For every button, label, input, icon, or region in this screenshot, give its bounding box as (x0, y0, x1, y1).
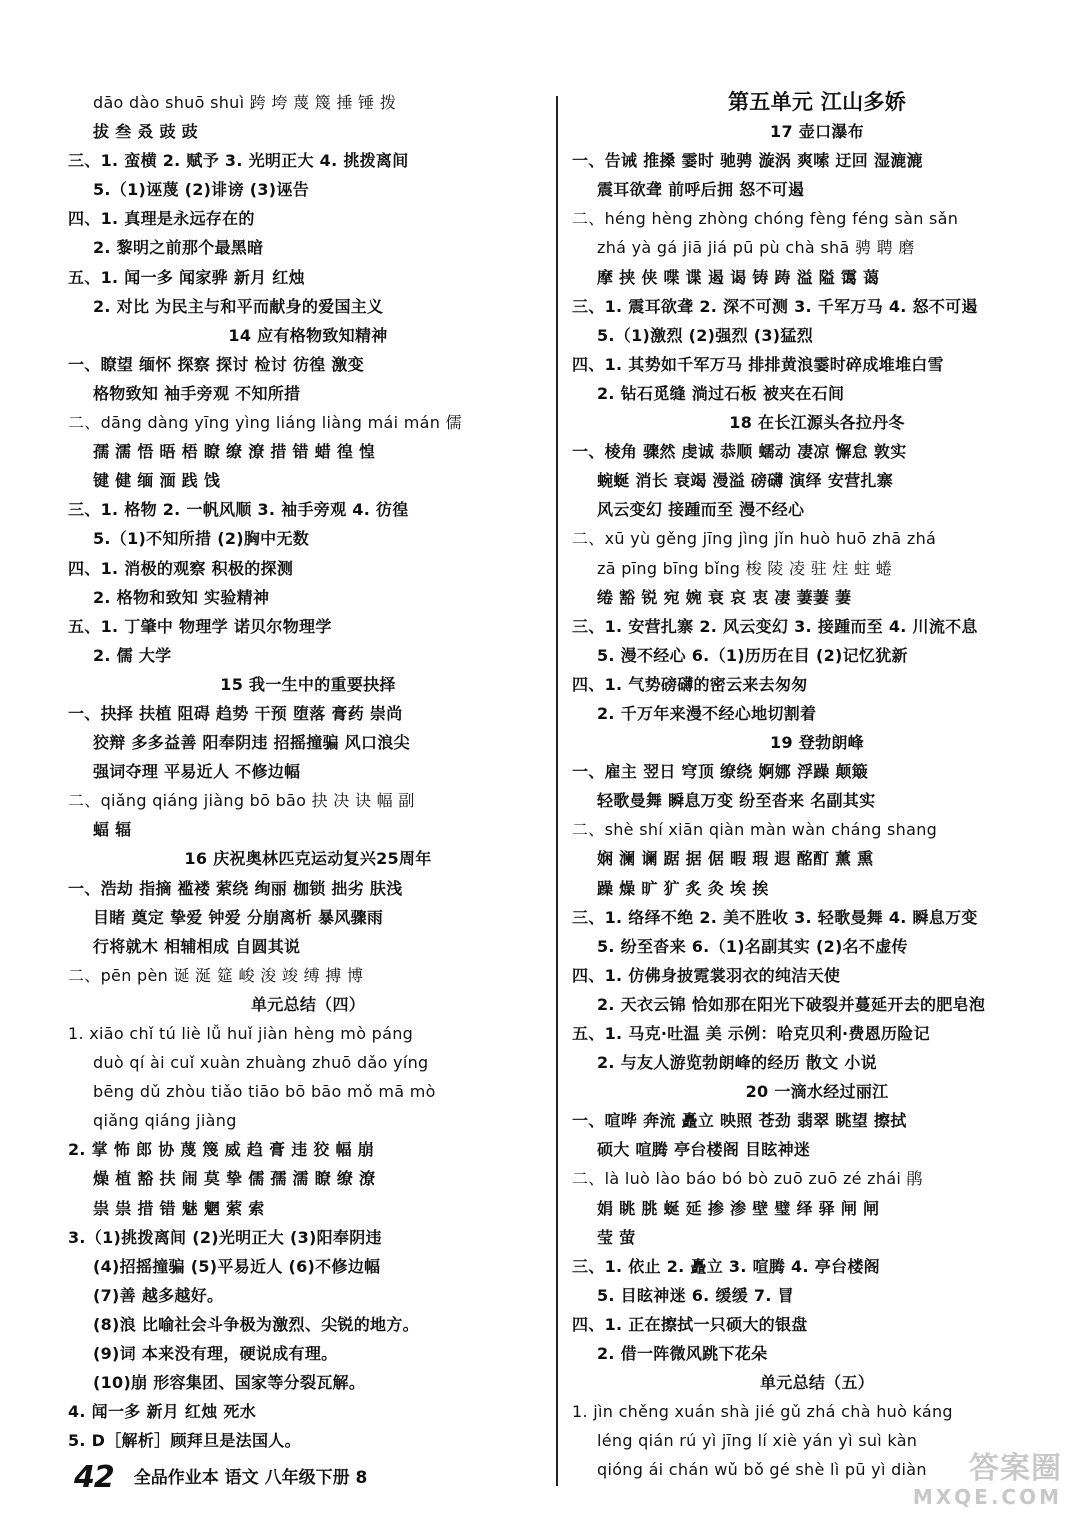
answer-line: 一、浩劫 指摘 褴褛 萦绕 绚丽 枷锁 拙劣 肤浅 (68, 878, 403, 898)
answer-line: 四、1. 正在擦拭一只硕大的银盘 (572, 1314, 808, 1334)
answer-line: 2. 格物和致知 实验精神 (93, 587, 270, 607)
answer-line: (10)崩 形容集团、国家等分裂瓦解。 (93, 1373, 366, 1393)
left-column (68, 88, 548, 1455)
answer-line: 行将就木 相辅相成 自圆其说 (93, 936, 301, 956)
answer-line: 2. 借一阵微风跳下花朵 (597, 1344, 768, 1364)
answer-line: 二、shè shí xiān qiàn màn wàn cháng shang (572, 820, 938, 840)
answer-line: 1. jìn chěng xuán shà jié gǔ zhá chà huò káng (572, 1402, 953, 1422)
section-heading: 18 在长江源头各拉丹冬 (729, 413, 905, 433)
answer-line: 格物致知 袖手旁观 不知所措 (93, 383, 301, 403)
answer-line: 蝠 辐 (93, 820, 132, 840)
answer-line: (4)招摇撞骗 (5)平易近人 (6)不修边幅 (93, 1256, 381, 1276)
answer-line: 1. xiāo chǐ tú liè lǚ huǐ jiàn hèng mò páng (68, 1024, 414, 1043)
answer-line: 躁 燥 旷 犷 炙 灸 埃 挨 (597, 878, 769, 898)
answer-line: (7)善 越多越好。 (93, 1285, 224, 1305)
answer-line: 一、瞭望 缅怀 探察 探讨 检讨 彷徨 激变 (68, 354, 365, 374)
answer-line: 2. 儒 大学 (93, 645, 172, 665)
answer-line: 娟 眺 朓 蜒 延 掺 渗 壁 璧 绎 驿 闸 闸 (597, 1198, 880, 1218)
watermark-url: MXQE.COM (912, 1485, 1062, 1509)
answer-line: 拔 叁 叒 豉 豉 (93, 122, 198, 142)
answer-line: 二、héng hèng zhòng chóng fèng féng sàn sǎn (572, 209, 959, 229)
answer-line: 2. 对比 为民主与和平而献身的爱国主义 (93, 296, 384, 316)
answer-line: 摩 挟 侠 喋 谍 遏 谒 铸 踌 溢 隘 霭 蔼 (597, 267, 880, 287)
answer-line: 莹 萤 (597, 1227, 636, 1247)
answer-line: 绻 豁 锐 宛 婉 衰 哀 衷 凄 萋萋 萋 (597, 587, 852, 607)
answer-line: 四、1. 真理是永远存在的 (68, 209, 255, 229)
answer-line: 二、qiǎng qiáng jiàng bō bāo 抉 决 诀 幅 副 (68, 791, 415, 811)
answer-line: 燥 植 豁 扶 闹 莫 挚 儒 孺 濡 瞭 缭 潦 (93, 1169, 376, 1189)
answer-line: 三、1. 安营扎寨 2. 风云变幻 3. 接踵而至 4. 川流不息 (572, 616, 978, 636)
answer-line: zhá yà gá jiā jiá pū pù chà shā 骋 聘 磨 (597, 238, 915, 258)
answer-line: bēng dǔ zhòu tiǎo tiāo bō bāo mǒ mā mò (93, 1082, 436, 1102)
answer-line: 2. 掌 怖 郎 协 蔑 篾 威 趋 膏 违 狡 幅 崩 (68, 1140, 375, 1160)
answer-line: (8)浪 比喻社会斗争极为激烈、尖锐的地方。 (93, 1314, 419, 1334)
answer-line: 一、告诫 推搡 霎时 驰骋 漩涡 爽嗦 迂回 湿漉漉 (572, 151, 923, 171)
answer-line: 五、1. 马克·吐温 美 示例：哈克贝利·费恩历险记 (572, 1024, 930, 1043)
answer-line: zā pīng bīng bǐng 梭 陵 凌 驻 炷 蛀 蜷 (597, 558, 893, 578)
answer-line: 三、1. 络绎不绝 2. 美不胜收 3. 轻歌曼舞 4. 瞬息万变 (572, 907, 978, 927)
answer-line: 狡辩 多多益善 阳奉阴违 招摇撞骗 风口浪尖 (93, 733, 410, 753)
answer-line: 二、xū yù gěng jīng jìng jǐn huò huō zhā zhá (572, 529, 937, 549)
answer-line: 二、pēn pèn 诞 涎 筵 峻 浚 竣 缚 搏 博 (68, 965, 364, 985)
section-heading: 单元总结（四） (250, 994, 366, 1014)
answer-line: (9)词 本来没有理，硬说成有理。 (93, 1344, 338, 1364)
answer-line: qiǎng qiáng jiàng (93, 1111, 237, 1131)
answer-line: 5.（1)不知所措 (2)胸中无数 (93, 529, 310, 549)
answer-line: dāo dào shuō shuì 跨 垮 蔑 篾 捶 锤 拨 (93, 93, 397, 112)
right-column (572, 88, 1062, 1485)
answer-line: 四、1. 消极的观察 积极的探测 (68, 558, 294, 578)
section-heading: 16 庆祝奥林匹克运动复兴25周年 (184, 849, 432, 869)
page-number: 42 (74, 1460, 114, 1495)
answer-line: 三、1. 蛮横 2. 赋予 3. 光明正大 4. 挑拨离间 (68, 151, 409, 171)
book-title: 全品作业本 语文 八年级下册 8 (133, 1468, 368, 1488)
answer-line: 四、1. 其势如千军万马 排排黄浪霎时碎成堆堆白雪 (572, 354, 944, 374)
answer-line: 目睹 奠定 挚爱 钟爱 分崩离析 暴风骤雨 (93, 907, 384, 927)
answer-line: 五、1. 丁肇中 物理学 诺贝尔物理学 (68, 616, 332, 636)
answer-line: 2. 钻石觅缝 淌过石板 被夹在石间 (597, 383, 845, 403)
answer-line: 三、1. 格物 2. 一帆风顺 3. 袖手旁观 4. 彷徨 (68, 500, 409, 520)
answer-line: 一、抉择 扶植 阻碍 趋势 干预 堕落 膏药 崇尚 (68, 703, 403, 723)
answer-line: 蜿蜒 消长 衰竭 漫溢 磅礴 演绎 安营扎寨 (597, 471, 894, 491)
answer-line: 5. 漫不经心 6.（1)历历在目 (2)记忆犹新 (597, 645, 908, 665)
answer-line: 3.（1)挑拨离间 (2)光明正大 (3)阳奉阴违 (68, 1227, 382, 1247)
answer-line: 5.（1)激烈 (2)强烈 (3)猛烈 (597, 325, 814, 345)
answer-line: 键 健 缅 湎 践 饯 (93, 471, 221, 491)
answer-line: 4. 闻一多 新月 红烛 死水 (68, 1402, 256, 1422)
answer-line: 二、là luò lào báo bó bò zuō zuō zé zhái 鹃 (572, 1169, 923, 1189)
answer-line: 四、1. 气势磅礴的密云来去匆匆 (572, 674, 808, 694)
answer-line: 祟 祟 措 错 魅 魍 萦 索 (93, 1198, 265, 1218)
answer-line: 2. 千万年来漫不经心地切割着 (597, 703, 817, 723)
answer-line: 轻歌曼舞 瞬息万变 纷至沓来 名副其实 (597, 791, 876, 811)
answer-line: 一、雇主 翌日 穹顶 缭绕 婀娜 浮躁 颠簸 (572, 762, 869, 782)
answer-line: 一、棱角 骤然 虔诚 恭顺 蠕动 凄凉 懈怠 敦实 (572, 442, 907, 462)
answer-line: 2. 与友人游览勃朗峰的经历 散文 小说 (597, 1053, 877, 1073)
watermark (913, 1452, 1062, 1508)
answer-line: 一、喧哗 奔流 矗立 映照 苍劲 翡翠 眺望 擦拭 (572, 1111, 907, 1131)
answer-line: 硕大 喧腾 亭台楼阁 目眩神迷 (597, 1140, 811, 1160)
section-heading: 14 应有格物致知精神 (228, 325, 388, 345)
column-divider (556, 96, 558, 1486)
section-heading: 20 一滴水经过丽江 (745, 1082, 889, 1102)
answer-line: 2. 黎明之前那个最黑暗 (93, 238, 264, 258)
answer-line: duò qí ài cuǐ xuàn zhuàng zhuō dǎo yíng (93, 1053, 429, 1073)
answer-line: 孺 濡 悟 晤 梧 瞭 缭 潦 措 错 蜡 徨 惶 (93, 442, 376, 462)
answer-line: 四、1. 仿佛身披霓裳羽衣的纯洁天使 (572, 965, 841, 985)
answer-line: léng qián rú yì jīng lí xiè yán yì suì kàn (597, 1431, 918, 1451)
answer-line: 二、dāng dàng yīng yìng liáng liàng mái mán 儒 (68, 413, 462, 433)
answer-line: 震耳欲聋 前呼后拥 怒不可遏 (597, 180, 805, 200)
answer-line: 风云变幻 接踵而至 漫不经心 (597, 500, 805, 520)
section-heading: 单元总结（五） (759, 1373, 875, 1393)
answer-line: 5. 纷至沓来 6.（1)名副其实 (2)名不虚传 (597, 936, 908, 956)
section-heading: 第五单元 江山多娇 (727, 90, 906, 114)
answer-line: 5. D［解析］顾拜旦是法国人。 (68, 1431, 301, 1451)
answer-line: 强词夺理 平易近人 不修边幅 (93, 762, 301, 782)
answer-line: 2. 天衣云锦 恰如那在阳光下破裂并蔓延开去的肥皂泡 (597, 994, 986, 1014)
answer-line: 三、1. 依止 2. 矗立 3. 喧腾 4. 亭台楼阁 (572, 1256, 880, 1276)
answer-line: 娴 澜 谰 踞 据 倨 暇 瑕 遐 酩酊 薰 熏 (597, 849, 874, 869)
answer-line: 三、1. 震耳欲聋 2. 深不可测 3. 千军万马 4. 怒不可遏 (572, 296, 978, 316)
watermark-logo: 答案圈 (969, 1451, 1062, 1486)
answer-line: 5. 目眩神迷 6. 缓缓 7. 冒 (597, 1285, 794, 1305)
answer-line: qióng ái chán wǔ bǒ gé shè lì pū yì diàn (597, 1460, 927, 1480)
answer-line: 5.（1)诬蔑 (2)诽谤 (3)诬告 (93, 180, 310, 200)
section-heading: 17 壶口瀑布 (770, 122, 864, 142)
page-footer (74, 1458, 367, 1498)
answer-line: 五、1. 闻一多 闻家骅 新月 红烛 (68, 267, 305, 287)
section-heading: 15 我一生中的重要抉择 (220, 674, 396, 694)
section-heading: 19 登勃朗峰 (770, 733, 864, 753)
